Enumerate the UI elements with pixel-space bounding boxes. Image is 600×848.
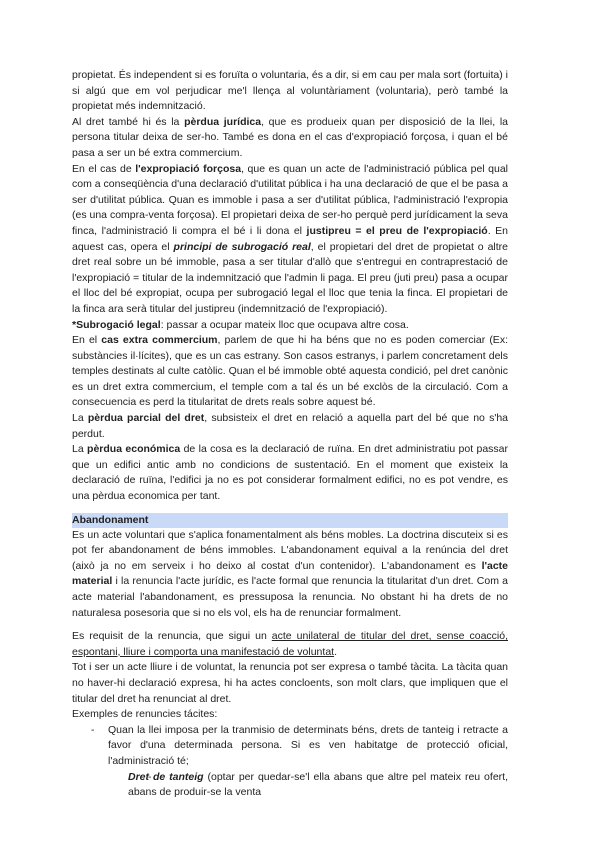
- text-run: , parlem de que hi ha béns que no es poden comerciar (Ex: substàncies il·lícites), que es un cas estrany. Son casos estranys, i parlem concretament dels temples destinats al culte catòlic. Quan el bé immoble obté aquesta condició, pel dret canònic es un dret extra commercium, el temple com a tal és un bé exclòs de la circulació. Com a consecuencia es perd la titularitat de drets reals sobre aquest bé.: [72, 334, 508, 409]
- paragraph-perdua-juridica: [72, 115, 508, 162]
- term-perdua-juridica: pèrdua jurídica: [184, 115, 262, 128]
- nested-list: [108, 770, 508, 801]
- text-run: Es un acte voluntari que s'aplica fonamentalment als béns mobles. La doctrina discuteix si es pot fer abandonament de béns immobles. L'abandonament equival a la renúncia del dret (això ja no em serveix i ho deixo al costat d'un contenidor). L'abandonament es: [72, 528, 508, 572]
- term-extra-commercium: cas extra commercium: [101, 334, 218, 347]
- text-run: En el: [72, 334, 102, 347]
- text-run: i la renuncia l'acte jurídic, es l'acte formal que renuncia la titularitat d'un dret. Com a acte material l'abandonament, es pressuposa la renuncia. No obstant hi ha drets de no naturalesa posesoria que si no els vol, els ha de renunciar formalment.: [72, 575, 508, 619]
- paragraph-expropiacio: [72, 162, 508, 318]
- section-heading-abandonament: Abandonament: [72, 513, 508, 528]
- text-run: : passar a ocupar mateix lloc que ocupava altre cosa.: [160, 318, 409, 331]
- text-run: (optar per quedar-se'l ella abans que altre pel mateix reu ofert, abans de produir-se la venta: [128, 770, 508, 799]
- text-run: , el propietari del dret de propietat o altre dret real sobre un bé immoble, pasa a ser titular d'allò que s'entregui en contraprestació de l'expropiació = titular de la indemnització que l'admin li paga. El preu (juti preu) pasa a ocupar el lloc del bé expropiat, ocupa per subrogació legal el lloc que tenia la finca. El propietari de la finca ara serà titular del justipreu (indemnització de l'expropiació).: [72, 240, 508, 315]
- text-run: .: [334, 645, 337, 658]
- text-run: Es requisit de la renuncia, que sigui un: [72, 630, 272, 643]
- paragraph-subrogacio-legal: [72, 318, 508, 334]
- paragraph-propietat: propietat. És independent si es foruïta o voluntaria, és a dir, si em cau per mala sort (fortuita) i si algú que em vol perjudicar me'l llença al voluntàriament (voluntaria), però també la propietat més indemnització.: [72, 69, 508, 113]
- spacer: [72, 505, 508, 513]
- document-page: [72, 68, 508, 801]
- paragraph-requisit-renuncia: [72, 629, 508, 660]
- paragraph-abandonament: [72, 528, 508, 622]
- term-acte-material: l'acte material: [72, 559, 508, 588]
- paragraph-renuncia-tacita: Tot i ser un acte lliure i de voluntat, la renuncia pot ser expresa o també tàcita. La tàcita quan no haver-hi declaració expresa, hi ha actes concloents, son molt clars, que impliquen que el titular del dret ha renunciat al dret.: [72, 661, 508, 705]
- list-item-text: Quan la llei imposa per la tranmisio de determinats béns, drets de tanteig i retracte a favor d'una determinada persona. Si es ven habitatge de protecció oficial, l'administració té;: [108, 723, 508, 767]
- paragraph-exemples: Exemples de renuncies tácites:: [72, 708, 218, 721]
- spacer: [72, 621, 508, 629]
- examples-list: [72, 723, 508, 801]
- list-item: [108, 770, 508, 801]
- term-perdua-parcial: pèrdua parcial del dret: [87, 412, 205, 425]
- text-run: La: [72, 443, 88, 456]
- paragraph-perdua-parcial: [72, 411, 508, 442]
- text-run: En el cas de: [72, 162, 136, 175]
- list-item: [72, 723, 508, 801]
- underlined-requisit: acte unilateral de titular del dret, sense coacció, espontani, lliure i comporta una manifestació de voluntat: [72, 630, 509, 658]
- text-run: , que es produeix quan per disposició de la llei, la persona titular deixa de ser-ho. També es dona en el cas d'expropiació forçosa, i quan el bé pasa a ser un bé extra commercium.: [72, 115, 508, 159]
- text-run: , que es quan un acte de l'administració pública pel qual com a conseqüència d'una declaració d'utilitat pública i ha una declaració de que el be pasa a ser d'utilitat pública. Quan es immoble i pasa a ser d'utilitat pública, l'administració l'expropia (es una compra-venta forçosa). El propietari deixa de ser-ho perquè perd jurídicament la seva finca, l'administració li compra el bé i li dona el: [72, 162, 509, 237]
- term-expropiacio-forcosa: l'expropiació forçosa: [135, 162, 242, 175]
- text-run: . En aquest cas, opera el: [72, 224, 508, 253]
- text-run: Al dret també hi és la: [72, 115, 185, 128]
- term-subrogacio-legal: *Subrogació legal: [72, 318, 161, 331]
- text-run: La: [72, 412, 88, 425]
- text-run: , subsisteix el dret en relació a aquella part del bé que no s'ha perdut.: [72, 412, 508, 440]
- term-dret-tanteig: Dret de tanteig: [128, 770, 204, 783]
- paragraph-extra-commercium: [72, 333, 508, 411]
- term-perdua-economica: pèrdua económica: [87, 443, 181, 456]
- text-run: de la cosa es la declaració de ruïna. En dret administratiu pot passar que un edifici antic amb no condicions de sustentació. En el moment que existeix la declaració de ruïna, l'edifici ja no es pot considerar formalment edifici, no es pot vendre, es una pèrdua economica per tant.: [72, 443, 508, 503]
- term-principi-subrogacio: principi de subrogació real: [173, 240, 311, 253]
- paragraph-perdua-economica: [72, 442, 508, 504]
- term-justipreu: justipreu = el preu de l'expropiació: [306, 224, 488, 237]
